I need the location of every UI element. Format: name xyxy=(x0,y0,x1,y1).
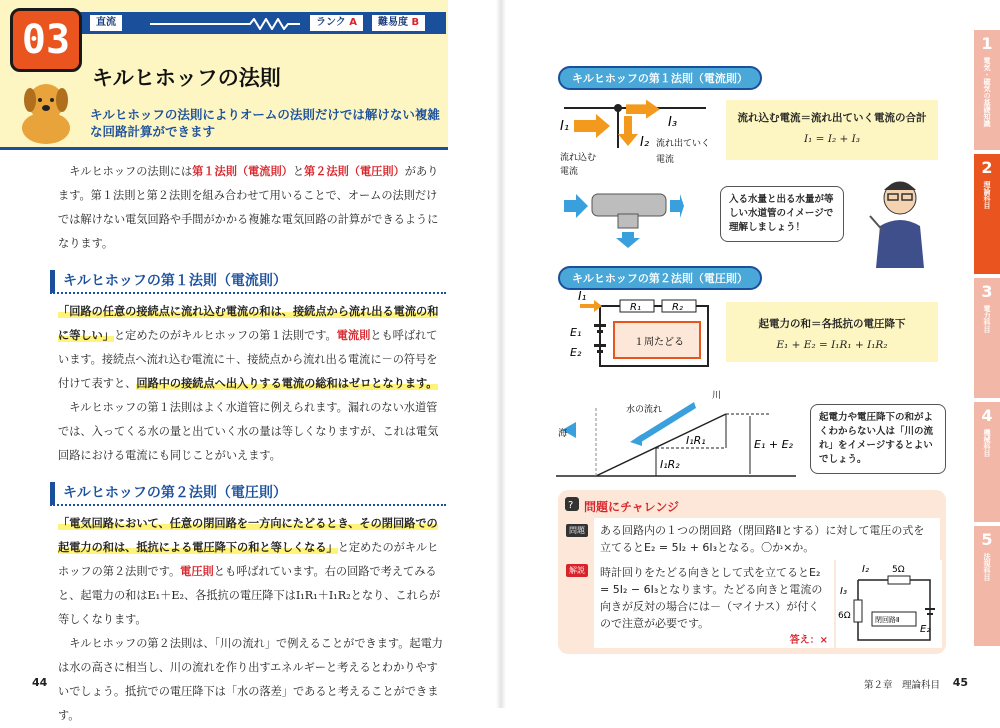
teacher-illustration-icon xyxy=(860,170,940,270)
left-page xyxy=(0,0,496,722)
section-heading-first-law: キルヒホッフの第１法則（電流則） xyxy=(50,270,446,294)
rank-value: A xyxy=(349,17,358,28)
outflow-label-1: 流れ出ていく xyxy=(656,139,711,149)
section-number: 03 xyxy=(10,8,82,72)
page-subtitle: キルヒホッフの法則によりオームの法則だけでは解けない複雑な回路計算ができます xyxy=(90,107,440,139)
second-law-analogy: キルヒホッフの第２法則は、「川の流れ」で例えることができます。起電力は水の高さに相当し、川の流れを作り出すエネルギーと考えるとわかりやすいでしょう。抵抗での電圧降下は「水の落差」であると考えることができます。 xyxy=(58,637,443,722)
ch-r5-label: 5Ω xyxy=(892,565,905,575)
intro-text-2: と xyxy=(292,165,305,178)
page-title: キルヒホッフの法則 xyxy=(92,66,281,90)
tab-chapter-5[interactable] xyxy=(974,526,1000,646)
r2-label: R₂ xyxy=(672,302,683,313)
intro-first-law: 第１法則（電流則） xyxy=(192,165,293,178)
first-law-definition: 「回路の任意の接続点に流れ込む電流の和は、接続点から流れ出る電流の和に等しい」 xyxy=(58,305,439,342)
question-text: ある回路内の１つの閉回路（閉回路Ⅱとする）に対して電圧の式を立てるとE₂ = 5I₂ + 6I₃となる。〇か×か。 xyxy=(594,518,940,560)
tab-1-label: 電気・磁気の基礎知識 xyxy=(983,57,991,127)
section-heading-second-law: キルヒホッフの第２法則（電圧則） xyxy=(50,482,446,506)
second-law-paragraph xyxy=(58,512,446,632)
tab-2-label: 理論科目 xyxy=(983,181,991,209)
rank-label: ランク xyxy=(316,17,346,28)
ch-e2-label: E₂ xyxy=(920,624,931,635)
first-law-text-2: とも呼ばれています。接続点へ流れ込む電流に＋、接続点から流れ出る電流に－の符号を付けて表すと、 xyxy=(58,329,438,390)
outflow-label-2: 電流 xyxy=(656,155,675,165)
loop-label: １周たどる xyxy=(634,337,684,348)
ch-r6-label: 6Ω xyxy=(838,611,851,621)
first-law-formula: I₁ = I₂ + I₃ xyxy=(803,133,861,145)
intro-second-law: 第２法則（電圧則） xyxy=(304,165,405,178)
tab-5-number: 5 xyxy=(981,530,993,549)
second-law-alias: 電圧則 xyxy=(180,565,214,578)
intro-text-1: キルヒホッフの法則には xyxy=(69,165,193,178)
first-law-text-1: と定めたのがキルヒホッフの第１法則です。 xyxy=(113,329,337,342)
answer-chip: 解説 xyxy=(566,564,588,577)
page-number-left: 44 xyxy=(32,676,48,689)
tab-4-number: 4 xyxy=(981,406,993,425)
first-law-paragraph xyxy=(58,300,446,396)
tab-4-label: 機械科目 xyxy=(983,429,991,457)
tab-3-number: 3 xyxy=(981,282,993,301)
river-analogy-diagram xyxy=(556,386,796,482)
current-junction-diagram xyxy=(556,96,721,186)
challenge-circuit-diagram xyxy=(836,560,942,648)
i3-label: I₃ xyxy=(668,115,678,130)
second-law-formula: E₁ + E₂ = I₁R₁ + I₁R₂ xyxy=(776,339,888,351)
ch-loop-label: 閉回路Ⅱ xyxy=(875,616,900,624)
i1-label: I₁ xyxy=(560,119,570,134)
tab-2-number: 2 xyxy=(981,158,993,177)
voltage-loop-diagram xyxy=(560,290,720,376)
drop2-label: I₁R₂ xyxy=(660,458,680,471)
inflow-label-1: 流れ込む xyxy=(560,153,597,163)
svg-text:?: ? xyxy=(568,500,574,511)
answer-text: 時計回りをたどる向きとして式を立てるとE₂ = 5I₂ − 6I₃となります。たどる向きと電流の向きが反対の場合には－（マイナス）が付くので注意が必要です。 xyxy=(600,566,823,630)
tab-chapter-1[interactable] xyxy=(974,30,1000,150)
tab-1-number: 1 xyxy=(981,34,993,53)
tab-3-label: 電力科目 xyxy=(983,305,991,333)
difficulty-value: B xyxy=(411,17,420,28)
challenge-title: 問題にチャレンジ xyxy=(584,500,680,514)
category-tag: 直流 xyxy=(90,15,122,31)
sea-label: 海 xyxy=(558,429,568,439)
e1-label: E₁ xyxy=(570,326,582,339)
difficulty-tag xyxy=(372,15,425,31)
page-number-right: 45 xyxy=(952,676,968,689)
tab-chapter-4[interactable] xyxy=(974,402,1000,522)
difficulty-label: 難易度 xyxy=(378,17,408,28)
second-law-text-2: とも呼ばれています。右の回路で考えてみると、起電力の和はE₁＋E₂、各抵抗の電圧降下はI₁R₁＋I₁R₂となり、これらが等しくなります。 xyxy=(58,565,441,626)
first-law-alias: 電流則 xyxy=(336,329,371,342)
river-hint-bubble: 起電力や電圧降下の和がよくわからない人は「川の流れ」をイメージするとよいでしょう。 xyxy=(810,404,946,474)
ch-i2-label: I₂ xyxy=(862,564,869,575)
river-label: 川 xyxy=(712,391,722,401)
second-law-formula-head: 起電力の和＝各抵抗の電圧降下 xyxy=(758,318,906,330)
e2-label: E₂ xyxy=(570,346,582,359)
first-law-formula-box xyxy=(726,100,938,160)
second-law-definition: 「電気回路において、任意の閉回路を一方向にたどるとき、その閉回路での起電力の和は、抵抗による電圧降下の和と等しくなる」 xyxy=(58,517,438,554)
r1-label: R₁ xyxy=(630,302,641,313)
page-gutter xyxy=(496,0,506,708)
total-emf-label: E₁ + E₂ xyxy=(754,438,793,451)
resistor-decoration-icon xyxy=(150,18,300,30)
rank-tag xyxy=(310,15,363,31)
question-chip: 問題 xyxy=(566,524,588,537)
first-law-analogy: キルヒホッフの第１法則はよく水道管に例えられます。漏れのない水道管では、入ってくる水の量と出ていく水の量は等しくなりますが、これは電気回路における電流にも同じことがいえます。 xyxy=(58,401,439,462)
inflow-label-2: 電流 xyxy=(560,167,579,177)
second-law-text-1: と定めたのがキルヒホッフの第２法則です。 xyxy=(58,541,439,578)
drop1-label: I₁R₁ xyxy=(686,434,706,447)
tab-chapter-3[interactable] xyxy=(974,278,1000,398)
water-pipe-icon xyxy=(564,184,684,250)
i2-label: I₂ xyxy=(640,135,650,150)
right-page xyxy=(506,0,1000,708)
second-law-formula-box xyxy=(726,302,938,362)
tab-chapter-2[interactable] xyxy=(974,154,1000,274)
first-law-summary: 回路中の接続点へ出入りする電流の総和はゼロとなります。 xyxy=(136,377,438,390)
first-law-formula-head: 流れ込む電流＝流れ出ていく電流の合計 xyxy=(737,112,927,124)
body-text xyxy=(58,160,446,728)
intro-paragraph xyxy=(58,160,446,256)
intro-text-3: があります。第１法則と第２法則を組み合わせて用いることで、オームの法則だけでは解けない電気回路や手間がかかる複雑な電気回路の計算ができるようになります。 xyxy=(58,165,439,250)
dog-mascot-icon xyxy=(10,76,80,146)
tab-5-label: 法規科目 xyxy=(983,553,991,581)
answer-result: 答え：× xyxy=(789,635,828,646)
challenge-box xyxy=(558,490,946,654)
loop-i1-label: I₁ xyxy=(578,290,587,303)
section-header xyxy=(0,0,448,150)
challenge-icon xyxy=(564,496,580,512)
answer-box xyxy=(594,560,834,648)
ch-i3-label: I₃ xyxy=(840,586,847,597)
second-law-label: キルヒホッフの第２法則（電圧則） xyxy=(558,266,762,290)
first-law-label: キルヒホッフの第１法則（電流則） xyxy=(558,66,762,90)
flow-label: 水の流れ xyxy=(626,405,663,415)
chapter-footer: 第２章 理論科目 xyxy=(863,680,940,691)
pipe-hint-bubble: 入る水量と出る水量が等しい水道管のイメージで理解しましょう！ xyxy=(720,186,844,242)
